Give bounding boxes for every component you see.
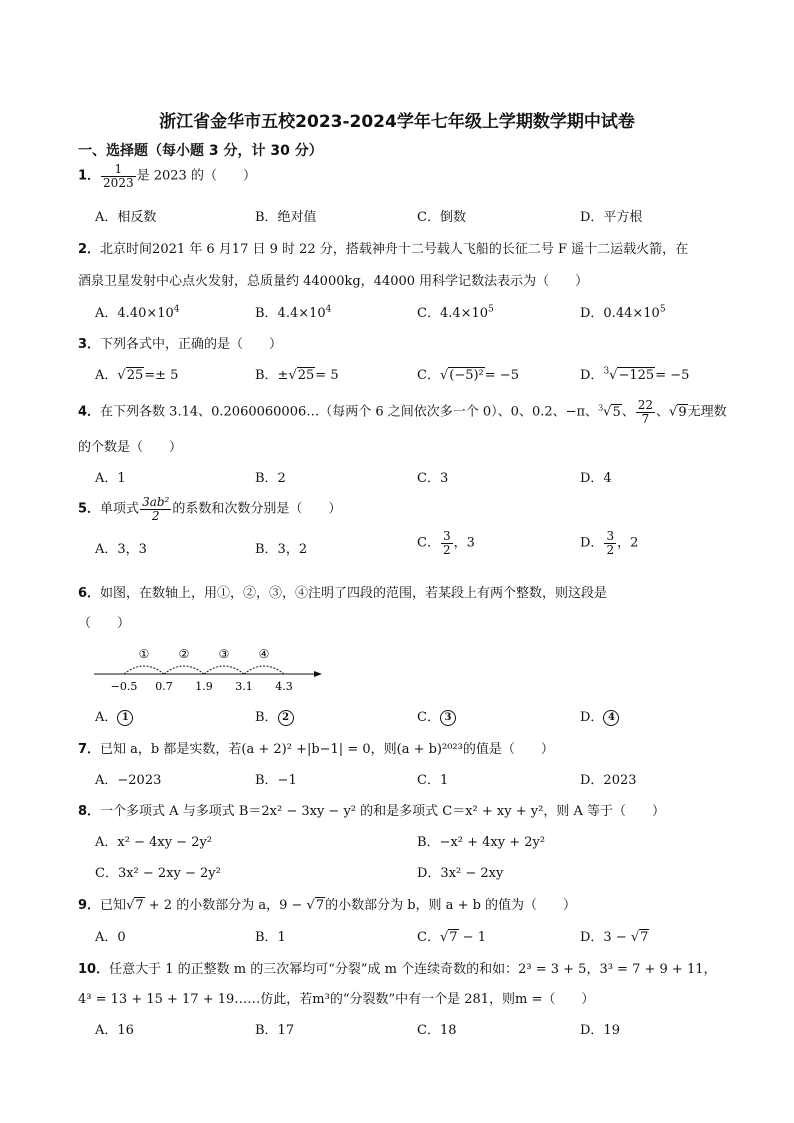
axis-arrow-icon — [314, 671, 322, 677]
option-a[interactable]: A．√25=± 5 — [95, 368, 179, 383]
tick-label-3: 1.9 — [195, 680, 213, 693]
option-b[interactable]: B．−x² + 4xy + 2y² — [417, 835, 546, 850]
option-b[interactable]: B．2 — [255, 471, 286, 486]
tick-label-4: 3.1 — [235, 680, 253, 693]
question-number: 5． — [78, 501, 101, 517]
option-c[interactable]: C．$4.4\times 10^5$ — [417, 304, 494, 321]
option-a[interactable]: A．−2023 — [95, 773, 162, 788]
tick-label-5: 4.3 — [275, 680, 293, 693]
question-9-options — [95, 926, 715, 948]
question-number: 10． — [78, 962, 110, 977]
question-4-options — [95, 467, 715, 489]
option-b[interactable]: B． 2 — [255, 706, 294, 726]
option-d[interactable]: D．$^3$√−125= −5 — [580, 366, 690, 383]
option-c[interactable]: C． 3 — [417, 706, 456, 726]
question-8-options-row-2 — [95, 862, 715, 884]
question-number: 1． — [78, 168, 101, 184]
question-number: 9． — [78, 898, 101, 913]
segment-label-4: ④ — [258, 647, 270, 661]
question-number: 2． — [78, 242, 101, 257]
option-d[interactable]: D．2023 — [580, 773, 637, 788]
option-d[interactable]: D． $\frac{3}{2}$ ，2 — [580, 529, 639, 557]
question-2-line-2: 酒泉卫星发射中心点火发射，总质量约 44000kg，44000 用科学记数法表示为（ ） — [78, 274, 589, 289]
option-c[interactable]: C．√(−5)²= −5 — [417, 368, 519, 383]
question-8-options-row-1 — [95, 831, 715, 853]
option-b[interactable]: B．绝对值 — [255, 210, 317, 225]
option-d[interactable]: D．3 − √7 — [580, 930, 649, 945]
option-d[interactable]: D．3x² − 2xy — [417, 866, 504, 881]
option-a[interactable]: A．3，3 — [95, 542, 147, 557]
fraction: $\frac{1}{2023}$ — [103, 162, 134, 190]
question-7: 7．已知 a，b 都是实数，若(a + 2)² +|b−1| = 0，则(a + b)²⁰²³的值是（ ） — [78, 742, 554, 757]
option-a[interactable]: A．16 — [95, 1023, 134, 1038]
question-7-options — [95, 769, 715, 791]
option-d[interactable]: D． 4 — [580, 706, 619, 726]
question-4: 4．在下列各数 3.14、0.2060060006…（每两个 6 之间依次多一个 0）、0、0.2、−π、$^3$√5、 $\frac{22}{7}$ 、√9无理数 — [78, 398, 727, 426]
tick-label-1: −0.5 — [110, 680, 138, 693]
option-b[interactable]: B．1 — [255, 930, 286, 945]
question-3-options — [95, 364, 715, 386]
question-6-options — [95, 706, 715, 728]
option-a[interactable]: A．$4.40\times 10^4$ — [95, 304, 180, 321]
option-c[interactable]: C．18 — [417, 1023, 457, 1038]
option-d[interactable]: D．$0.44\times 10^5$ — [580, 304, 666, 321]
question-number: 4． — [78, 404, 101, 420]
option-b[interactable]: B．−1 — [255, 773, 297, 788]
option-c[interactable]: C．倒数 — [417, 210, 466, 225]
option-b[interactable]: B．±√25= 5 — [255, 368, 339, 383]
option-c[interactable]: C．3 — [417, 471, 449, 486]
exam-title: 浙江省金华市五校2023-2024学年七年级上学期数学期中试卷 — [159, 112, 635, 132]
option-a[interactable]: A．1 — [95, 471, 126, 486]
segment-label-3: ③ — [218, 647, 230, 661]
tick-label-2: 0.7 — [155, 680, 173, 693]
question-6-line-2: （ ） — [78, 616, 131, 631]
fraction: $\frac{22}{7}$ — [637, 398, 654, 426]
option-c[interactable]: C．√7 − 1 — [417, 930, 486, 945]
option-a[interactable]: A．相反数 — [95, 210, 157, 225]
option-b[interactable]: B．3，2 — [255, 542, 308, 557]
number-line-figure — [92, 644, 332, 696]
option-c[interactable]: C．3x² − 2xy − 2y² — [95, 866, 221, 881]
question-8: 8．一个多项式 A 与多项式 B＝2x² − 3xy − y² 的和是多项式 C＝x² + xy + y²，则 A 等于（ ） — [78, 804, 665, 819]
option-a[interactable]: A． 1 — [95, 706, 133, 726]
question-number: 3． — [78, 337, 101, 352]
fraction: $\frac{\text{3ab²}}{2}$ — [142, 495, 170, 523]
option-d[interactable]: D．平方根 — [580, 210, 643, 225]
option-c[interactable]: C． $\frac{3}{2}$ ，3 — [417, 529, 475, 557]
question-10-line-2: 4³ = 13 + 15 + 17 + 19……仿此，若m³的“分裂数”中有一个是 281，则m =（ ） — [78, 992, 595, 1007]
question-6: 6．如图，在数轴上，用①，②，③，④注明了四段的范围，若某段上有两个整数，则这段是 — [78, 586, 608, 601]
question-3: 3．下列各式中，正确的是（ ） — [78, 337, 283, 352]
question-5: 5．单项式 $\frac{\text{3ab²}}{2}$ 的系数和次数分别是（ ） — [78, 495, 342, 523]
question-2-options — [95, 302, 715, 324]
question-2: 2．北京时间2021 年 6 月17 日 9 时 22 分，搭载神舟十二号载人飞船的长征二号 F 遥十二运载火箭，在 — [78, 242, 689, 257]
option-a[interactable]: A．0 — [95, 930, 126, 945]
question-4-line-2: 的个数是（ ） — [78, 440, 183, 455]
segment-label-1: ① — [138, 647, 150, 661]
option-b[interactable]: B．$4.4\times 10^4$ — [255, 304, 332, 321]
segment-label-2: ② — [178, 647, 190, 661]
option-c[interactable]: C．1 — [417, 773, 449, 788]
question-number: 7． — [78, 742, 101, 757]
option-d[interactable]: D．4 — [580, 471, 612, 486]
segment-arc-1 — [124, 666, 164, 674]
option-d[interactable]: D．19 — [580, 1023, 620, 1038]
segment-arc-2 — [164, 666, 204, 674]
option-a[interactable]: A．x² − 4xy − 2y² — [95, 835, 213, 850]
question-1: 1． $\frac{1}{2023}$ 是 2023 的（ ） — [78, 162, 256, 190]
question-10: 10．任意大于 1 的正整数 m 的三次幂均可“分裂”成 m 个连续奇数的和如：2³ = 3 + 5，3³ = 7 + 9 + 11， — [78, 962, 717, 977]
question-1-options — [95, 206, 715, 228]
question-number: 8． — [78, 804, 101, 819]
segment-arc-4 — [244, 666, 284, 674]
question-5-options — [95, 529, 715, 560]
segment-arc-3 — [204, 666, 244, 674]
question-10-options — [95, 1019, 715, 1041]
section-heading: 一、选择题（每小题 3 分，计 30 分） — [78, 143, 323, 159]
question-number: 6． — [78, 586, 101, 601]
question-9: 9．已知√7 + 2 的小数部分为 a，9 − √7的小数部分为 b，则 a + b 的值为（ ） — [78, 898, 577, 913]
option-b[interactable]: B．17 — [255, 1023, 295, 1038]
